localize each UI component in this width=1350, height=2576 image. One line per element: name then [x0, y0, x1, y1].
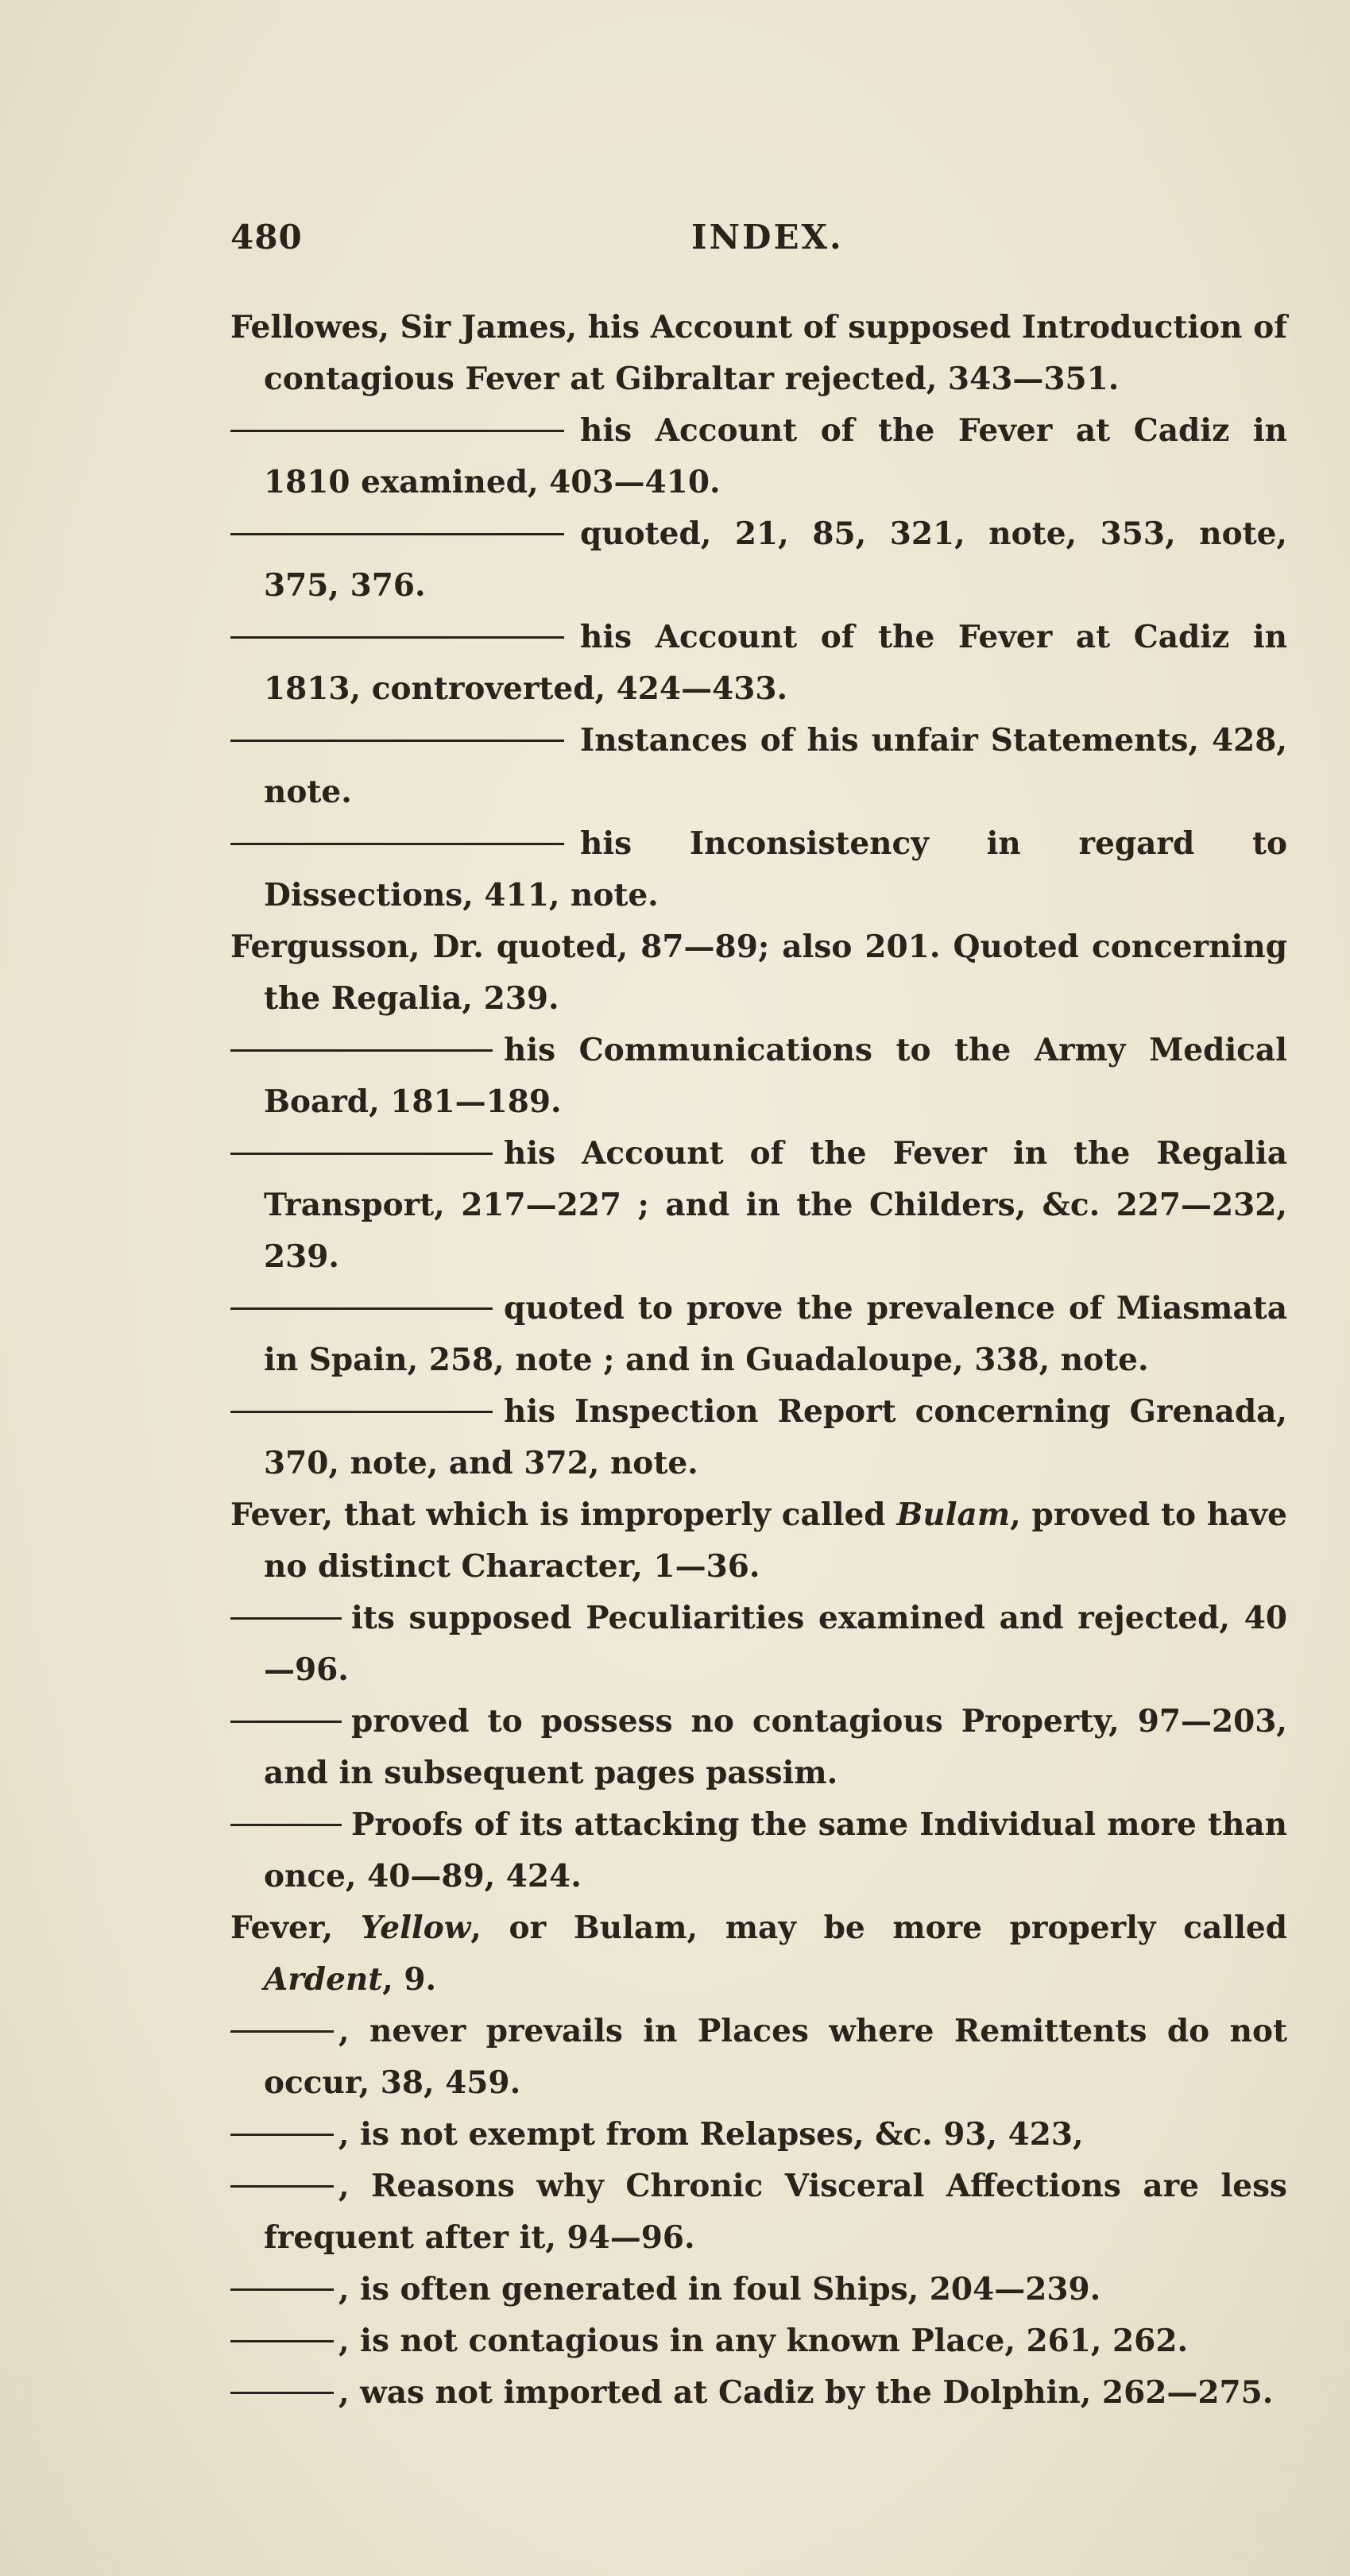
- index-entries: [230, 302, 1287, 2419]
- entry-text: , or Bulam, may be more properly called: [470, 1910, 1287, 1946]
- entry-text: Proofs of its attacking the same Individual more than once, 40—89, 424.: [264, 1806, 1287, 1894]
- ditto-dash: [230, 2030, 334, 2033]
- entry-text: , is not contagious in any known Place, 261, 262.: [338, 2323, 1189, 2359]
- ditto-dash: [230, 2185, 334, 2188]
- italic-term: Yellow: [360, 1910, 471, 1946]
- ditto-dash: [230, 843, 564, 845]
- index-entry: [230, 1386, 1287, 1489]
- ditto-dash: [230, 740, 564, 742]
- ditto-dash: [230, 636, 564, 639]
- entry-text: his Inspection Report concerning Grenada, 370, note, and 372, note.: [264, 1393, 1287, 1481]
- entry-text: , Reasons why Chronic Visceral Affections are less frequent after it, 94—96.: [264, 2168, 1287, 2256]
- entry-text: his Communications to the Army Medical Board, 181—189.: [264, 1032, 1287, 1120]
- index-entry: [230, 1902, 1287, 2006]
- index-entry: [230, 2006, 1287, 2109]
- entry-text: quoted to prove the prevalence of Miasmata in Spain, 258, note ; and in Guadaloupe, 338, note.: [264, 1290, 1287, 1378]
- entry-text: his Account of the Fever at Cadiz in 1813, controverted, 424—433.: [264, 619, 1287, 707]
- italic-term: Bulam: [896, 1497, 1011, 1533]
- ditto-dash: [230, 1617, 342, 1620]
- index-entry: [230, 818, 1287, 921]
- running-head: INDEX.: [691, 218, 844, 257]
- index-entry: [230, 405, 1287, 508]
- entry-text: Fellowes, Sir James, his Account of supposed Introduction of contagious Fever at Gibraltar rejected, 343—351.: [230, 309, 1287, 397]
- index-entry: [230, 1283, 1287, 1386]
- index-entry: [230, 2109, 1287, 2161]
- entry-text: , is often generated in foul Ships, 204—239.: [338, 2271, 1101, 2308]
- entry-text: Fever, that which is improperly called: [230, 1497, 897, 1533]
- ditto-dash: [230, 2288, 334, 2291]
- entry-text: , never prevails in Places where Remittents do not occur, 38, 459.: [264, 2013, 1287, 2101]
- page-number: 480: [230, 218, 303, 257]
- index-entry: [230, 1025, 1287, 1128]
- ditto-dash: [230, 1721, 342, 1723]
- ditto-dash: [230, 2134, 334, 2136]
- entry-text: quoted, 21, 85, 321, note, 353, note, 375, 376.: [264, 516, 1287, 604]
- ditto-dash: [230, 1049, 493, 1052]
- running-header: [230, 218, 1287, 273]
- entry-text: , 9.: [382, 1961, 437, 1998]
- entry-text: , was not imported at Cadiz by the Dolphin, 262—275.: [338, 2374, 1274, 2411]
- index-entry: [230, 2264, 1287, 2315]
- index-entry: [230, 1799, 1287, 1902]
- entry-text: its supposed Peculiarities examined and rejected, 40—96.: [264, 1600, 1287, 1688]
- index-entry: [230, 1696, 1287, 1799]
- index-entry: [230, 715, 1287, 818]
- entry-text: Instances of his unfair Statements, 428, note.: [264, 722, 1287, 810]
- entry-text: , proved to have no distinct Character, 1—36.: [264, 1497, 1287, 1585]
- index-entry: [230, 508, 1287, 612]
- index-entry: [230, 2161, 1287, 2264]
- ditto-dash: [230, 2340, 334, 2342]
- ditto-dash: [230, 1307, 493, 1310]
- ditto-dash: [230, 1411, 493, 1413]
- index-entry: [230, 2315, 1287, 2367]
- index-entry: [230, 2367, 1287, 2419]
- entry-text: his Inconsistency in regard to Dissections, 411, note.: [264, 825, 1287, 913]
- entry-text: proved to possess no contagious Property, 97—203, and in subsequent pages passim.: [264, 1703, 1287, 1791]
- ditto-dash: [230, 2392, 334, 2394]
- index-entry: [230, 612, 1287, 715]
- index-entry: [230, 302, 1287, 405]
- italic-term: Ardent: [264, 1961, 383, 1998]
- index-entry: [230, 921, 1287, 1025]
- index-entry: [230, 1593, 1287, 1696]
- entry-text: his Account of the Fever in the Regalia Transport, 217—227 ; and in the Childers, &c. 227—232, 239.: [264, 1135, 1287, 1275]
- index-entry: [230, 1128, 1287, 1283]
- entry-text: his Account of the Fever at Cadiz in 1810 examined, 403—410.: [264, 412, 1287, 500]
- entry-text: Fever,: [230, 1910, 361, 1946]
- entry-text: , is not exempt from Relapses, &c. 93, 423,: [338, 2116, 1084, 2153]
- index-entry: [230, 1489, 1287, 1593]
- ditto-dash: [230, 430, 564, 432]
- entry-text: Fergusson, Dr. quoted, 87—89; also 201. Quoted concerning the Regalia, 239.: [230, 929, 1287, 1017]
- ditto-dash: [230, 533, 564, 535]
- ditto-dash: [230, 1824, 342, 1826]
- ditto-dash: [230, 1153, 493, 1155]
